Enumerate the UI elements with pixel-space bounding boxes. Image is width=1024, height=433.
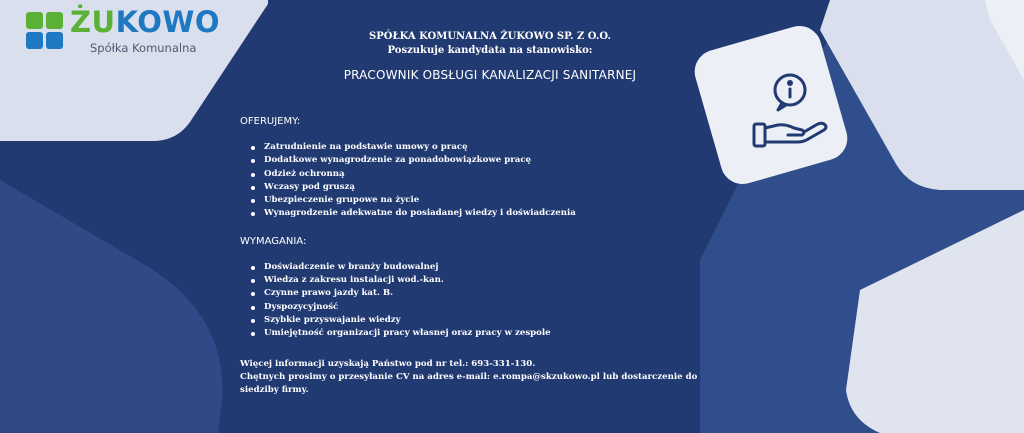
list-item: Doświadczenie w branży budowalnej	[264, 261, 710, 274]
hand-info-icon	[742, 68, 838, 156]
list-item: Czynne prawo jazdy kat. B.	[264, 287, 710, 300]
list-item: Dyspozycyjność	[264, 301, 710, 314]
list-item: Dodatkowe wynagrodzenie za ponadobowiązkowe pracę	[264, 154, 710, 167]
list-item: Wiedza z zakresu instalacji wod.-kan.	[264, 274, 710, 287]
offer-list	[240, 141, 710, 221]
company-logo[interactable]	[26, 5, 221, 60]
logo-subtitle: Spółka Komunalna	[90, 41, 197, 55]
company-name: SPÓŁKA KOMUNALNA ŻUKOWO SP. Z O.O.	[369, 31, 611, 42]
position-title: PRACOWNIK OBSŁUGI KANALIZACJI SANITARNEJ	[343, 68, 637, 82]
bg-shape-bottom-left	[0, 180, 222, 433]
list-item: Ubezpieczenie grupowe na życie	[264, 194, 710, 207]
offer-title: OFERUJEMY:	[240, 116, 301, 127]
logo-wordmark: ŻUKOWO	[70, 5, 221, 39]
list-item: Umiejętność organizacji pracy własnej oraz pracy w zespole	[264, 327, 710, 340]
requirements-list	[240, 261, 710, 341]
logo-squares-icon	[26, 12, 64, 50]
requirements-title: WYMAGANIA:	[240, 235, 307, 247]
list-item: Wynagrodzenie adekwatne do posiadanej wiedzy i doświadczenia	[264, 207, 710, 220]
list-item: Odzież ochronną	[264, 168, 710, 181]
list-item: Zatrudnienie na podstawie umowy o pracę	[264, 141, 710, 154]
contact-phone: Więcej informacji uzyskają Państwo pod nr tel.: 693-331-130.	[240, 358, 536, 369]
contact-info	[240, 358, 710, 397]
job-intro: Poszukuje kandydata na stanowisko:	[387, 45, 593, 56]
job-details	[240, 116, 710, 397]
list-item: Wczasy pod gruszą	[264, 181, 710, 194]
contact-email[interactable]: Chętnych prosimy o przesyłanie CV na adres e-mail: e.rompa@skzukowo.pl lub dostarczenie do siedziby firmy.	[240, 371, 698, 395]
list-item: Szybkie przyswajanie wiedzy	[264, 314, 710, 327]
